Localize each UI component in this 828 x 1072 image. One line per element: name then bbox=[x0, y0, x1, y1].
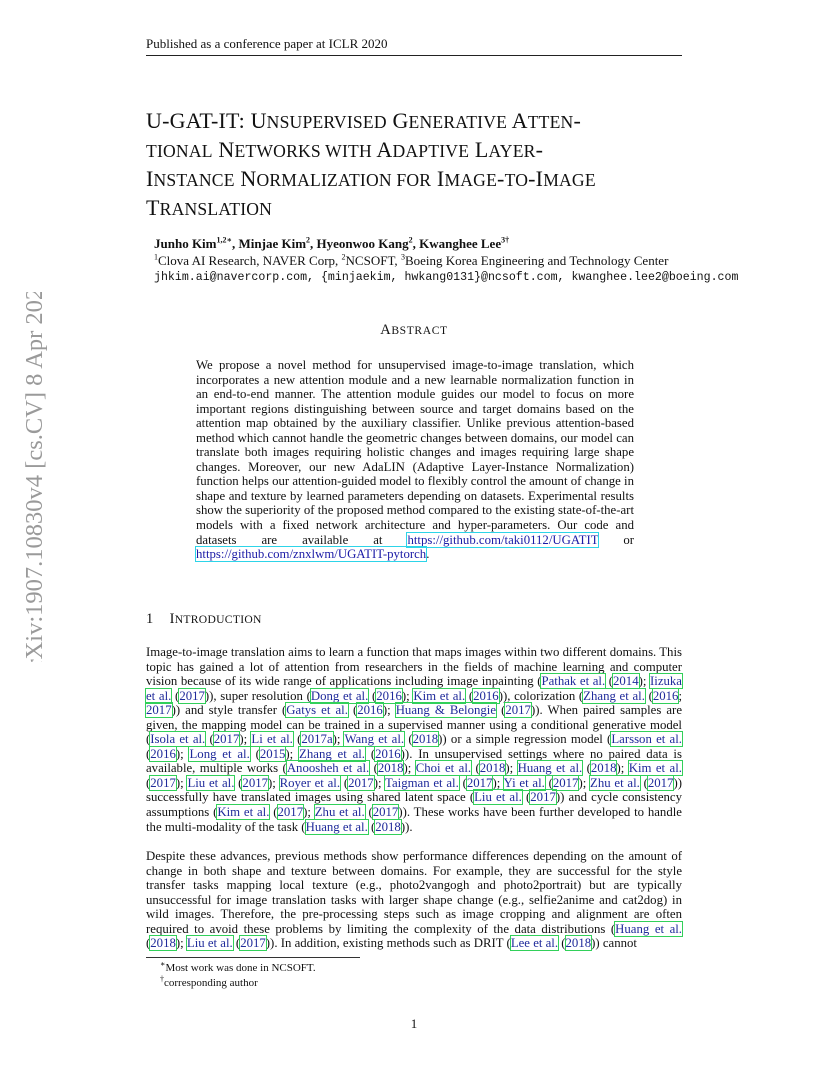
citation[interactable]: 2017 bbox=[213, 732, 240, 747]
intro-paragraph-2: Despite these advances, previous methods show performance differences depending on the amount of change in both shape and texture between domains. For example, they are successful for the style transfer tasks mapping local texture (e.g., photo2vangogh and photo2portrait) but are typically unsuccessful for image translation tasks with larger shape change (e.g., selfie2anime and cat2dog) in wild images. Therefore, the pre-processing steps such as image cropping and alignment are often required to avoid these problems by limiting the complexity of the data distributions (Huang et al. (2018); Liu et al. (2017)). In addition, existing methods such as DRIT (Lee et al. (2018)) cannot bbox=[146, 849, 683, 951]
citation[interactable]: 2018 bbox=[565, 936, 592, 951]
citation[interactable]: 2018 bbox=[375, 819, 401, 834]
citation[interactable]: Isola et al. bbox=[150, 732, 206, 747]
citation[interactable]: 2017 bbox=[372, 805, 399, 820]
page-number: 1 bbox=[410, 1016, 418, 1031]
footnote-rule bbox=[146, 957, 360, 958]
citation[interactable]: Gatys et al. bbox=[286, 703, 348, 718]
abstract-body: We propose a novel method for unsupervised image-to-image translation, which incorporates a new attention module and a new learnable normalization function in an end-to-end manner. The attention module guides our model to focus on more important regions distinguishing between source and target domains based on the attention map obtained by the auxiliary classifier. Unlike previous attention-based method which cannot handle the geometric changes between domains, our model can translate both images requiring holistic changes and images requiring large shape changes. Moreover, our new AdaLIN (Adaptive Layer-Instance Normalization) function helps our attention-guided model to flexibly control the amount of change in shape and texture by learned parameters depending on datasets. Experimental results show the superiority of the proposed method compared to the existing state-of-the-art models with a fixed network architecture and hyper-parameters. Our code and datasets are available at https://github.com/taki0112/UGATIT or https://github.com/znxlwm/UGATIT-pytorch. bbox=[196, 358, 634, 562]
citation[interactable]: Iizuka et al. bbox=[146, 674, 682, 703]
citation[interactable]: 2017 bbox=[647, 775, 674, 790]
running-header: Published as a conference paper at ICLR 2020 bbox=[146, 36, 388, 51]
title-line-1: U-GAT-IT: UNSUPERVISED GENERATIVE ATTEN- bbox=[146, 108, 581, 133]
header-rule bbox=[146, 55, 682, 56]
citation[interactable]: 2014 bbox=[613, 674, 639, 689]
citation[interactable]: Liu et al. bbox=[187, 775, 235, 790]
code-link-tensorflow[interactable]: https://github.com/taki0112/UGATIT bbox=[407, 532, 599, 547]
citation[interactable]: 2017 bbox=[552, 775, 579, 790]
citation[interactable]: 2017 bbox=[466, 775, 493, 790]
citation[interactable]: 2017 bbox=[505, 703, 531, 718]
title-line-2: TIONAL NETWORKS WITH ADAPTIVE LAYER- bbox=[146, 137, 544, 162]
citation[interactable]: Taigman et al. bbox=[385, 775, 459, 790]
intro-paragraph-1: Image-to-image translation aims to learn a function that maps images within two different domains. This topic has gained a lot of attention from researchers in the fields of machine learning and computer vision because of its wide range of applications including image inpainting (Pathak et al. (2014); Iizuka et al. (2017)), super resolution (Dong et al. (2016); Kim et al. (2016)), colorization (Zhang et al. (2016; 2017)) and style transfer (Gatys et al. (2016); Huang & Belongie (2017)). When paired samples are given, the mapping model can be trained in a supervised manner using a conditional generative model (Isola et al. (2017); Li et al. (2017a); Wang et al. (2018)) or a simple regression model (Larsson et al. (2016); Long et al. (2015); Zhang et al. (2016)). In unsupervised settings where no paired data is available, multiple works (Anoosheh et al. (2018); Choi et al. (2018); Huang et al. (2018); Kim et al. (2017); Liu et al. (2017); Royer et al. (2017); Taigman et al. (2017); Yi et al. (2017); Zhu et al. (2017)) successfully have translated images using shared latent space (Liu et al. (2017)) and cycle consistency assumptions (Kim et al. (2017); Zhu et al. (2017)). These works have been further developed to handle the multi-modality of the task (Huang et al. (2018)). bbox=[146, 645, 683, 834]
paper-title bbox=[146, 107, 686, 223]
citation[interactable]: Yi et al. bbox=[503, 775, 545, 790]
citation[interactable]: 2017 bbox=[240, 936, 266, 951]
citation[interactable]: Liu et al. bbox=[474, 790, 522, 805]
citation[interactable]: 2017a bbox=[301, 732, 333, 747]
citation[interactable]: Huang et al. bbox=[305, 819, 368, 834]
citation[interactable]: Zhu et al. bbox=[314, 805, 365, 820]
citation[interactable]: Zhang et al. bbox=[299, 746, 366, 761]
arxiv-stamp bbox=[20, 292, 50, 662]
citation[interactable]: 2016 bbox=[375, 746, 401, 761]
abstract-heading: ABSTRACT bbox=[380, 322, 448, 338]
citation[interactable]: Lee et al. bbox=[510, 936, 559, 951]
citation[interactable]: Royer et al. bbox=[279, 775, 341, 790]
citation[interactable]: Huang et al. bbox=[615, 921, 683, 936]
citation[interactable]: 2018 bbox=[377, 761, 404, 776]
citation[interactable]: 2015 bbox=[259, 746, 286, 761]
citation[interactable]: Kim et al. bbox=[628, 761, 682, 776]
citation[interactable]: 2016 bbox=[150, 746, 176, 761]
citation[interactable]: 2018 bbox=[479, 761, 506, 776]
author-names: Junho Kim$^{1,2∗}$, Minjae Kim$^2$, Hyeonwoo Kang$^2$, Kwanghee Lee$^{3\dagger}$ bbox=[154, 235, 510, 251]
citation[interactable]: 2018 bbox=[590, 761, 617, 776]
citation[interactable]: Li et al. bbox=[251, 732, 293, 747]
citation[interactable]: 2016 bbox=[473, 688, 499, 703]
citation[interactable]: Kim et al. bbox=[217, 805, 270, 820]
citation[interactable]: 2018 bbox=[412, 732, 439, 747]
citation[interactable]: 2017 bbox=[277, 805, 304, 820]
citation[interactable]: 2017 bbox=[530, 790, 556, 805]
citation[interactable]: Wang et al. bbox=[344, 732, 405, 747]
author-emails: jhkim.ai@navercorp.com, {minjaekim, hwkang0131}@ncsoft.com, kwanghee.lee2@boeing.com bbox=[154, 271, 739, 284]
citation[interactable]: Kim et al. bbox=[413, 688, 466, 703]
citation[interactable]: 2017 bbox=[150, 775, 176, 790]
citation[interactable]: 2017 bbox=[348, 775, 374, 790]
citation[interactable]: 2016 bbox=[357, 703, 383, 718]
citation[interactable]: Long et al. bbox=[189, 746, 250, 761]
citation[interactable]: Choi et al. bbox=[415, 761, 472, 776]
citation[interactable]: 2017 bbox=[242, 775, 269, 790]
citation[interactable]: Huang & Belongie bbox=[395, 703, 497, 718]
arxiv-stamp-text: arXiv:1907.10830v4 [cs.CV] 8 Apr 2020 bbox=[21, 292, 48, 662]
title-line-4: TRANSLATION bbox=[146, 195, 273, 220]
citation[interactable]: 2017 bbox=[179, 688, 205, 703]
citation[interactable]: Larsson et al. bbox=[611, 732, 682, 747]
citation[interactable]: Huang et al. bbox=[517, 761, 583, 776]
citation[interactable]: Zhu et al. bbox=[590, 775, 640, 790]
footnote-1: ∗Most work was done in NCSOFT. bbox=[160, 959, 316, 974]
section-heading-introduction: 1 INTRODUCTION bbox=[146, 611, 262, 627]
title-line-3: INSTANCE NORMALIZATION FOR IMAGE-TO-IMAGE bbox=[146, 166, 596, 191]
citation[interactable]: Dong et al. bbox=[310, 688, 369, 703]
citation[interactable]: 2018 bbox=[150, 936, 176, 951]
citation[interactable]: 2017 bbox=[146, 703, 172, 718]
citation[interactable]: Liu et al. bbox=[186, 936, 233, 951]
citation[interactable]: Pathak et al. bbox=[541, 674, 606, 689]
code-link-pytorch[interactable]: https://github.com/znxlwm/UGATIT-pytorch bbox=[196, 547, 427, 562]
author-block bbox=[154, 236, 754, 286]
author-affiliations: $^1$Clova AI Research, NAVER Corp, $^2$NCSOFT, $^3$Boeing Korea Engineering and Technology Center bbox=[154, 252, 669, 268]
footnote-2: †corresponding author bbox=[160, 974, 258, 989]
citation[interactable]: 2016 bbox=[376, 688, 402, 703]
citation[interactable]: Zhang et al. bbox=[583, 688, 645, 703]
citation[interactable]: Anoosheh et al. bbox=[286, 761, 370, 776]
citation[interactable]: 2016 bbox=[652, 688, 679, 703]
